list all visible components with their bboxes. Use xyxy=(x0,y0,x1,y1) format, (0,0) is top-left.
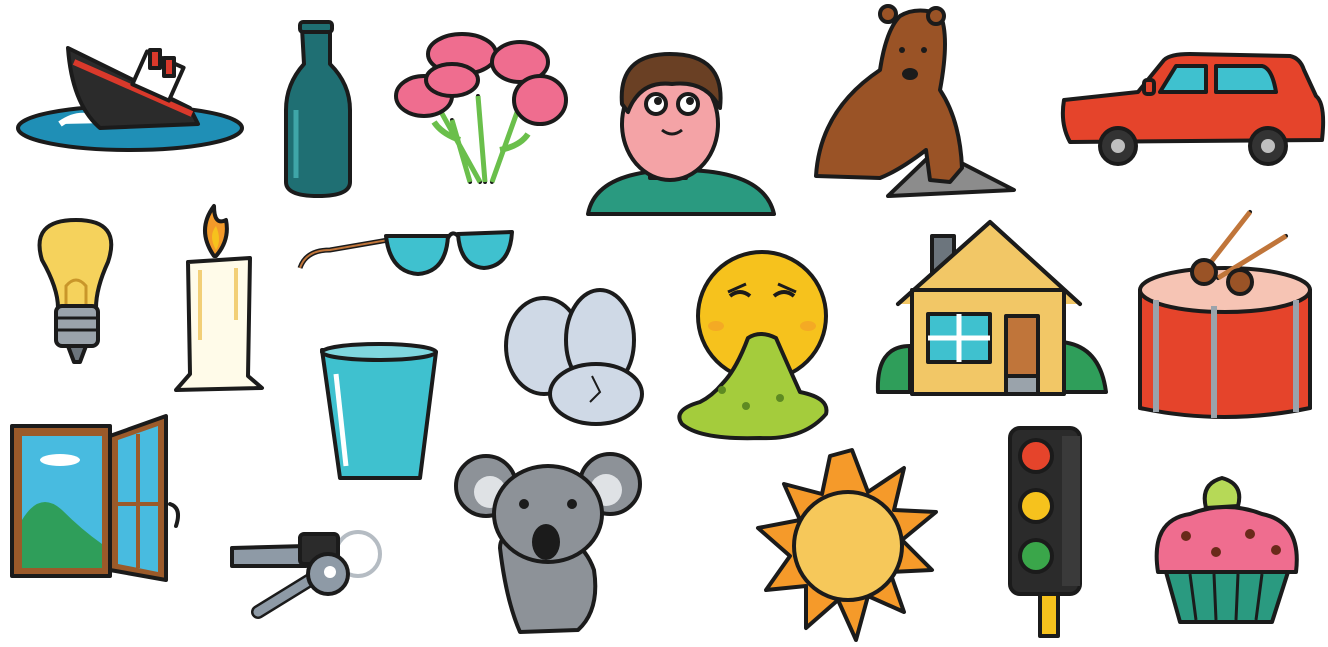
bear-icon xyxy=(816,6,1014,196)
house-icon xyxy=(878,222,1106,394)
boy-icon xyxy=(588,54,774,214)
bottle-icon xyxy=(286,22,350,196)
flowers-icon xyxy=(396,34,566,182)
glasses-icon xyxy=(300,232,512,274)
cup-icon xyxy=(322,344,436,478)
eggs-icon xyxy=(506,290,642,424)
candle-icon xyxy=(176,206,262,390)
traffic-light-icon xyxy=(1010,428,1080,636)
light-bulb-icon xyxy=(40,220,112,362)
sun-icon xyxy=(758,450,936,640)
drum-icon xyxy=(1140,212,1310,418)
cupcake-icon xyxy=(1157,478,1297,622)
car-icon xyxy=(1063,54,1323,164)
window-icon xyxy=(12,416,178,580)
vomiting-face-icon xyxy=(679,252,826,438)
ship-icon xyxy=(18,48,242,150)
koala-icon xyxy=(456,454,640,632)
keys-icon xyxy=(232,532,380,612)
